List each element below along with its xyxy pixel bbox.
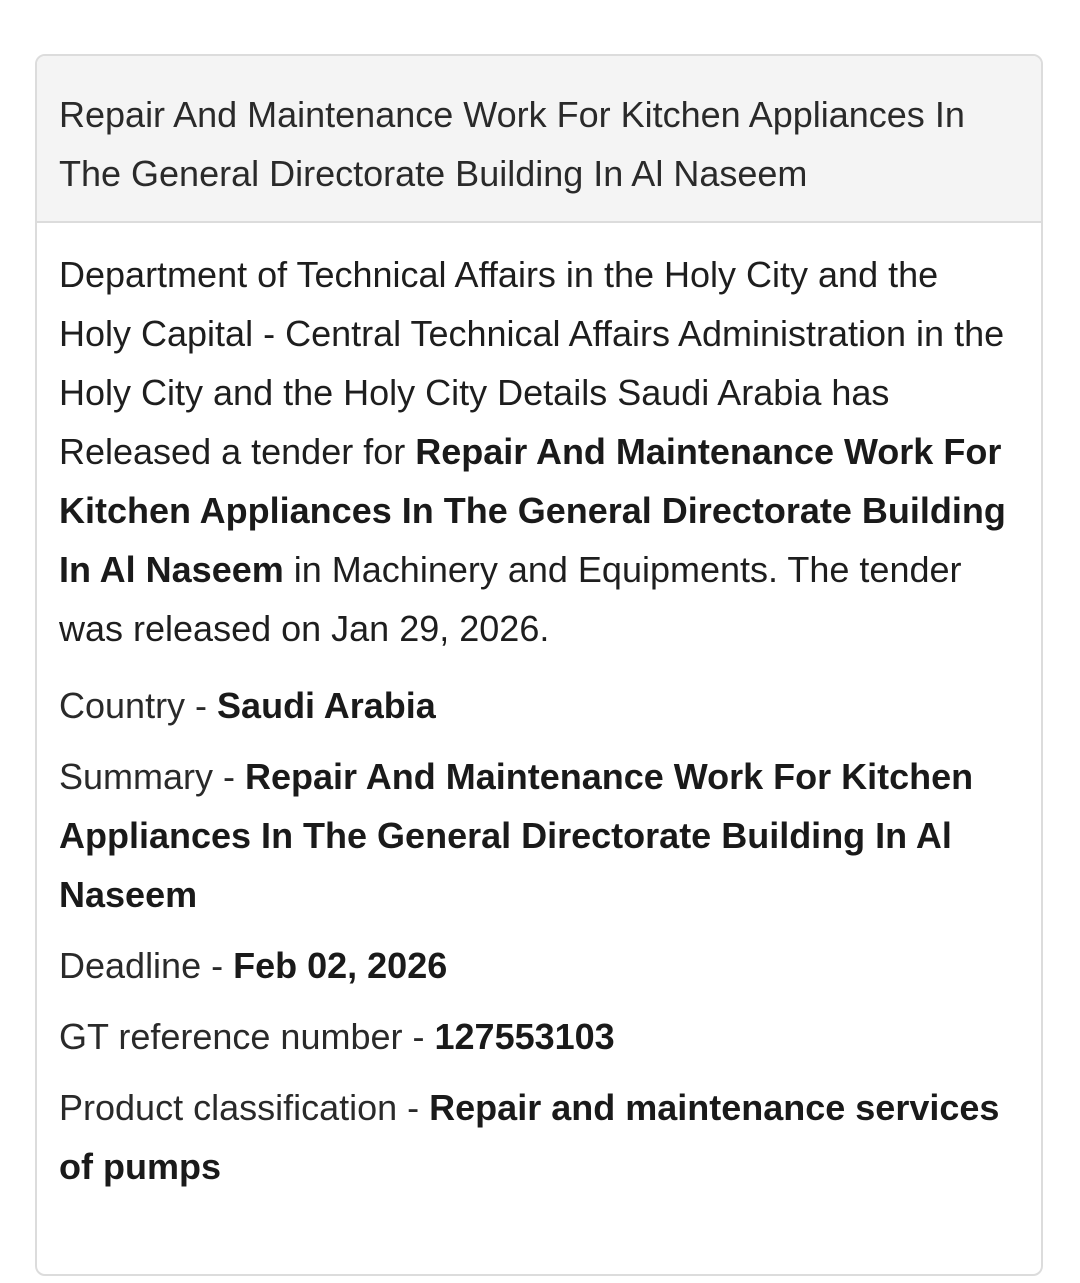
tender-title[interactable]: Repair And Maintenance Work For Kitchen Appliances In The General Directorate Building In Al Naseem: [37, 56, 1041, 223]
reference-row: [59, 1007, 1019, 1066]
classification-label: Product classification -: [59, 1087, 430, 1128]
classification-value: Repair and maintenance services of pumps: [59, 1087, 1000, 1187]
tender-card: [35, 54, 1043, 1276]
reference-label: GT reference number -: [59, 1016, 435, 1057]
tender-description: [59, 245, 1019, 658]
description-tail: in Machinery and Equipments. The tender was released on Jan 29, 2026.: [59, 549, 962, 649]
description-tender-name: Repair And Maintenance Work For Kitchen Appliances In The General Directorate Building In Al Naseem: [59, 431, 1006, 590]
summary-row: [59, 747, 1019, 924]
summary-label: Summary -: [59, 756, 246, 797]
deadline-row: [59, 936, 1019, 995]
classification-row: [59, 1078, 1019, 1196]
description-lead: Department of Technical Affairs in the Holy City and the Holy Capital - Central Technical Affairs Administration in the Holy City and the Holy City Details Saudi Arabia has Released a tender for: [59, 254, 1005, 472]
deadline-label: Deadline -: [59, 945, 234, 986]
country-label: Country -: [59, 685, 218, 726]
summary-value: Repair And Maintenance Work For Kitchen Appliances In The General Directorate Building In Al Naseem: [59, 756, 974, 915]
tender-body: [37, 223, 1041, 1196]
reference-value: 127553103: [434, 1016, 615, 1057]
country-row: [59, 676, 1019, 735]
country-value: Saudi Arabia: [217, 685, 436, 726]
deadline-value: Feb 02, 2026: [233, 945, 448, 986]
